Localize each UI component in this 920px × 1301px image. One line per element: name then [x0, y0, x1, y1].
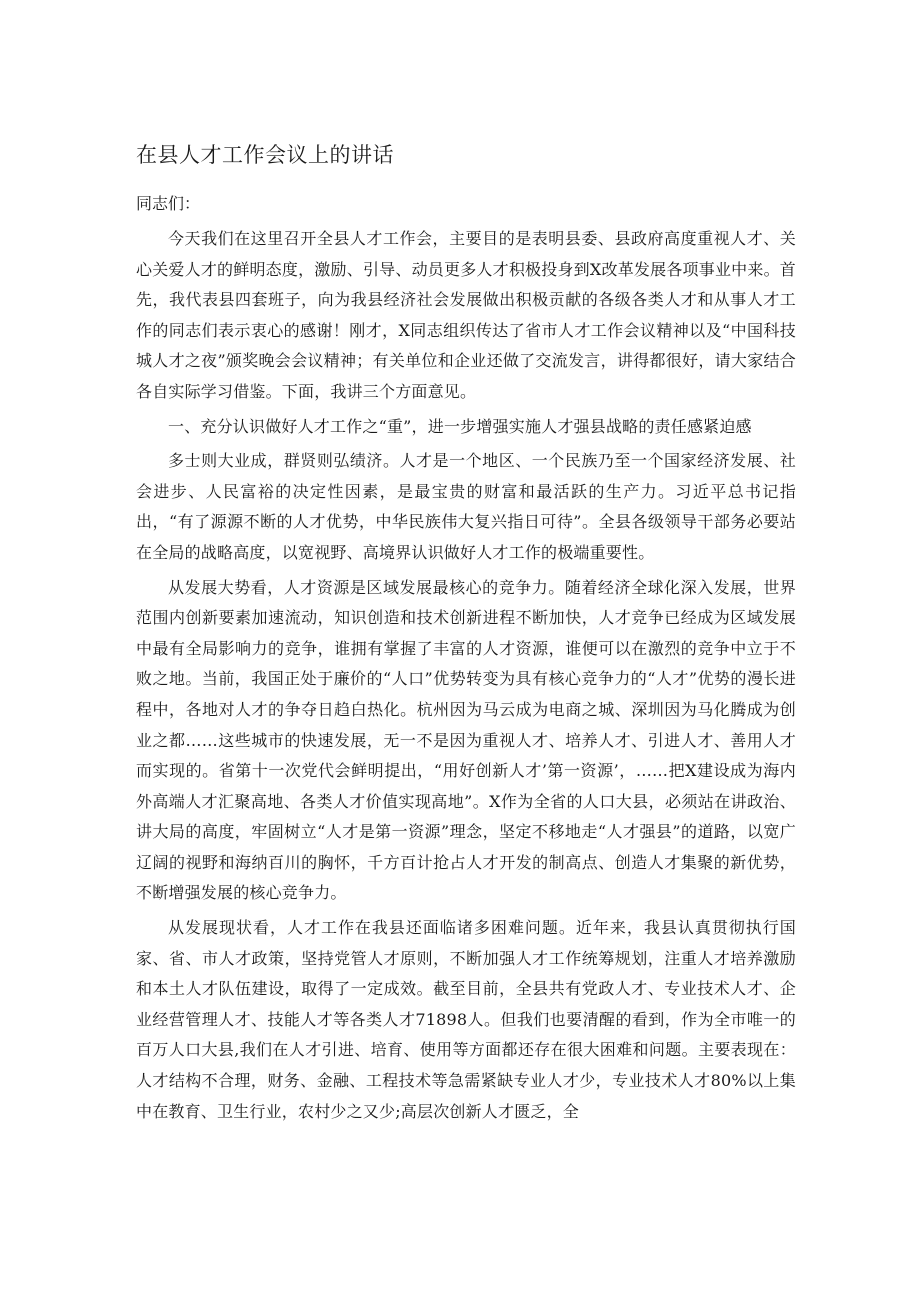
document-page: [136, 140, 796, 1131]
paragraph-development-status: 从发展现状看，人才工作在我县还面临诸多困难问题。近年来，我县认真贯彻执行国家、省、市人才政策，坚持党管人才原则，不断加强人才工作统筹规划，注重人才培养激励和本土人才队伍建设，取得了一定成效。截至目前，全县共有党政人才、专业技术人才、企业经营管理人才、技能人才等各类人才71898人。但我们也要清醒的看到，作为全市唯一的百万人口大县,我们在人才引进、培育、使用等方面都还存在很大困难和问题。主要表现在：人才结构不合理，财务、金融、工程技术等急需紧缺专业人才少，专业技术人才80%以上集中在教育、卫生行业，农村少之又少;高层次创新人才匮乏，全: [136, 918, 796, 1121]
salutation: 同志们：: [136, 194, 201, 213]
document-title: 在县人才工作会议上的讲话: [136, 143, 394, 167]
paragraph-talent-importance: 多士则大业成，群贤则弘绩济。人才是一个地区、一个民族乃至一个国家经济发展、社会进步、人民富裕的决定性因素，是最宝贵的财富和最活跃的生产力。习近平总书记指出，“有了源源不断的人才优势，中华民族伟大复兴指日可待”。全县各级领导干部务必要站在全局的战略高度，以宽视野、高境界认识做好人才工作的极端重要性。: [136, 451, 796, 562]
paragraph-development-trend: 从发展大势看，人才资源是区域发展最核心的竞争力。随着经济全球化深入发展，世界范围内创新要素加速流动，知识创造和技术创新进程不断加快，人才竞争已经成为区域发展中最有全局影响力的竞争，谁拥有掌握了丰富的人才资源，谁便可以在激烈的竞争中立于不败之地。当前，我国正处于廉价的“人口”优势转变为具有核心竞争力的“人才”优势的漫长进程中，各地对人才的争夺日趋白热化。杭州因为马云成为电商之城、深圳因为马化腾成为创业之都……这些城市的快速发展，无一不是因为重视人才、培养人才、引进人才、善用人才而实现的。省第十一次党代会鲜明提出，“用好创新人才’第一资源’，……把X建设成为海内外高端人才汇聚高地、各类人才价值实现高地”。X作为全省的人口大县，必须站在讲政治、讲大局的高度，牢固树立“人才是第一资源”理念，坚定不移地走“人才强县”的道路，以宽广辽阔的视野和海纳百川的胸怀，千方百计抢占人才开发的制高点、创造人才集聚的新优势，不断增强发展的核心竞争力。: [136, 577, 796, 903]
section-heading-1: 一、充分认识做好人才工作之“重”，进一步增强实施人才强县战略的责任感紧迫感: [168, 416, 752, 436]
paragraph-intro: 今天我们在这里召开全县人才工作会，主要目的是表明县委、县政府高度重视人才、关心关爱人才的鲜明态度，激励、引导、动员更多人才积极投身到X改革发展各项事业中来。首先，我代表县四套班子，向为我县经济社会发展做出积极贡献的各级各类人才和从事人才工作的同志们表示衷心的感谢！刚才，X同志组织传达了省市人才工作会议精神以及“中国科技城人才之夜”颁奖晚会会议精神；有关单位和企业还做了交流发言，讲得都很好，请大家结合各自实际学习借鉴。下面，我讲三个方面意见。: [136, 229, 796, 401]
